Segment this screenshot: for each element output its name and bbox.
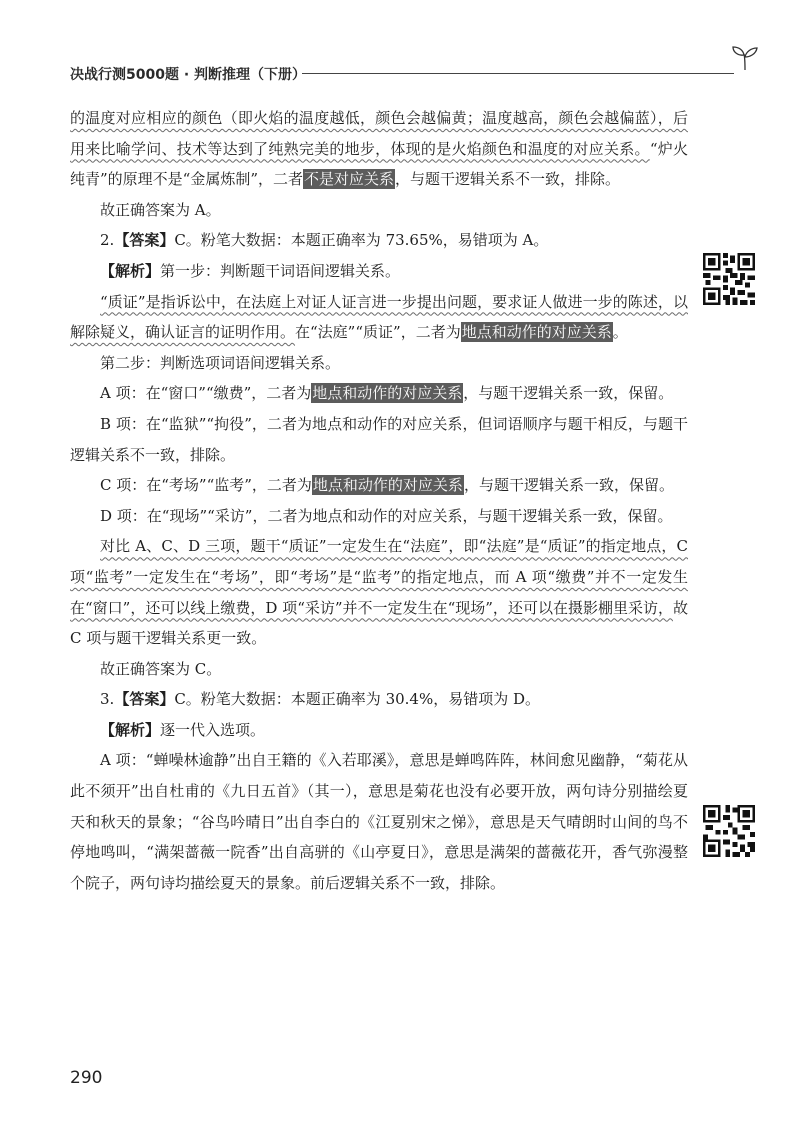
wavy-text: “质证”是指诉讼中，在法庭上对证人证言进一步提出问题，要求证人做进一步的陈述，以解除疑义，确认证言的证明作用。	[70, 292, 688, 342]
text: ，与题干逻辑关系不一致，排除。	[395, 170, 621, 189]
text: 故 C 项与题干逻辑关系更一致。	[70, 598, 688, 648]
q2-option-a	[70, 378, 688, 409]
wavy-text: 对比 A、C、D 三项，题干“质证”一定发生在“法庭”，即“法庭”是“质证”的指定地点，C 项“监考”一定发生在“考场”，即“考场”是“监考”的指定地点，而 A 项“缴费”并不一定发生在“窗口”，还可以线上缴费，D 项“采访”并不一定发生在“现场”，还可以在摄影棚里采访，	[70, 537, 688, 617]
book-title: 决战行测5000题 · 判断推理（下册）	[70, 67, 307, 83]
answer-text: C。粉笔大数据：本题正确率为 30.4%，易错项为 D。	[174, 690, 541, 709]
qr-code-icon	[703, 253, 755, 305]
highlight: 不是对应关系	[304, 170, 395, 189]
q2-comparison	[70, 531, 688, 653]
analysis-text: 第一步：判断题干词语间逻辑关系。	[160, 261, 401, 280]
q3-answer	[70, 684, 688, 715]
text: 。	[612, 323, 628, 342]
text: A 项：在“窗口”“缴费”，二者为	[100, 384, 312, 403]
answer-tag: 【答案】	[114, 690, 175, 709]
page-number: 290	[70, 1068, 103, 1088]
running-header	[70, 62, 740, 86]
page-body	[70, 103, 688, 898]
q2-option-c	[70, 470, 688, 501]
highlight: 地点和动作的对应关系	[461, 323, 612, 342]
q2-answer	[70, 225, 688, 256]
text: “炉火纯青”的原理不是“金属炼制”，二者	[70, 139, 688, 189]
q2-analysis	[70, 256, 688, 287]
q2-definition	[70, 287, 688, 348]
header-rule	[302, 73, 734, 74]
sprout-icon	[730, 44, 760, 72]
analysis-tag: 【解析】	[100, 261, 161, 280]
text: ，与题干逻辑关系一致，保留。	[463, 384, 674, 403]
answer-tag: 【答案】	[114, 231, 175, 250]
wavy-text: 的温度对应相应的颜色（即火焰的温度越低，颜色会越偏黄；温度越高，颜色会越偏蓝），后用来比喻学问、技术等达到了纯熟完美的地步，体现的是火焰颜色和温度的对应关系。	[70, 109, 688, 158]
q3-option-a: A 项：“蝉噪林逾静”出自王籍的《入若耶溪》，意思是蝉鸣阵阵，林间愈见幽静，“菊花从此不须开”出自杜甫的《九日五首》（其一），意思是菊花也没有必要开放，两句诗分别描绘夏天和秋天的景象；“谷鸟吟晴日”出自李白的《江夏别宋之悌》，意思是天气晴朗时山间的鸟不停地鸣叫，“满架蔷薇一院香”出自高骈的《山亭夏日》，意思是满架的蔷薇花开，香气弥漫整个院子，两句诗均描绘夏天的景象。前后逻辑关系不一致，排除。	[70, 751, 688, 892]
q1-conclusion: 故正确答案为 A。	[100, 200, 221, 219]
question-number: 2.	[100, 231, 115, 250]
text: 在“法庭”“质证”，二者为	[295, 323, 461, 342]
q2-step2: 第二步：判断选项词语间逻辑关系。	[100, 353, 341, 372]
highlight: 地点和动作的对应关系	[312, 476, 463, 495]
analysis-tag: 【解析】	[100, 720, 161, 739]
q2-conclusion: 故正确答案为 C。	[100, 659, 222, 678]
text: C 项：在“考场”“监考”，二者为	[100, 476, 312, 495]
question-number: 3.	[100, 690, 115, 709]
continuation-paragraph	[70, 103, 688, 195]
q3-analysis	[70, 715, 688, 746]
q2-option-b: B 项：在“监狱”“拘役”，二者为地点和动作的对应关系，但词语顺序与题干相反，与题干逻辑关系不一致，排除。	[70, 414, 688, 464]
text: ，与题干逻辑关系一致，保留。	[463, 476, 674, 495]
analysis-text: 逐一代入选项。	[160, 720, 266, 739]
q2-option-d: D 项：在“现场”“采访”，二者为地点和动作的对应关系，与题干逻辑关系一致，保留。	[100, 506, 673, 525]
answer-text: C。粉笔大数据：本题正确率为 73.65%，易错项为 A。	[174, 231, 549, 250]
qr-code-icon	[703, 805, 755, 857]
highlight: 地点和动作的对应关系	[312, 384, 463, 403]
